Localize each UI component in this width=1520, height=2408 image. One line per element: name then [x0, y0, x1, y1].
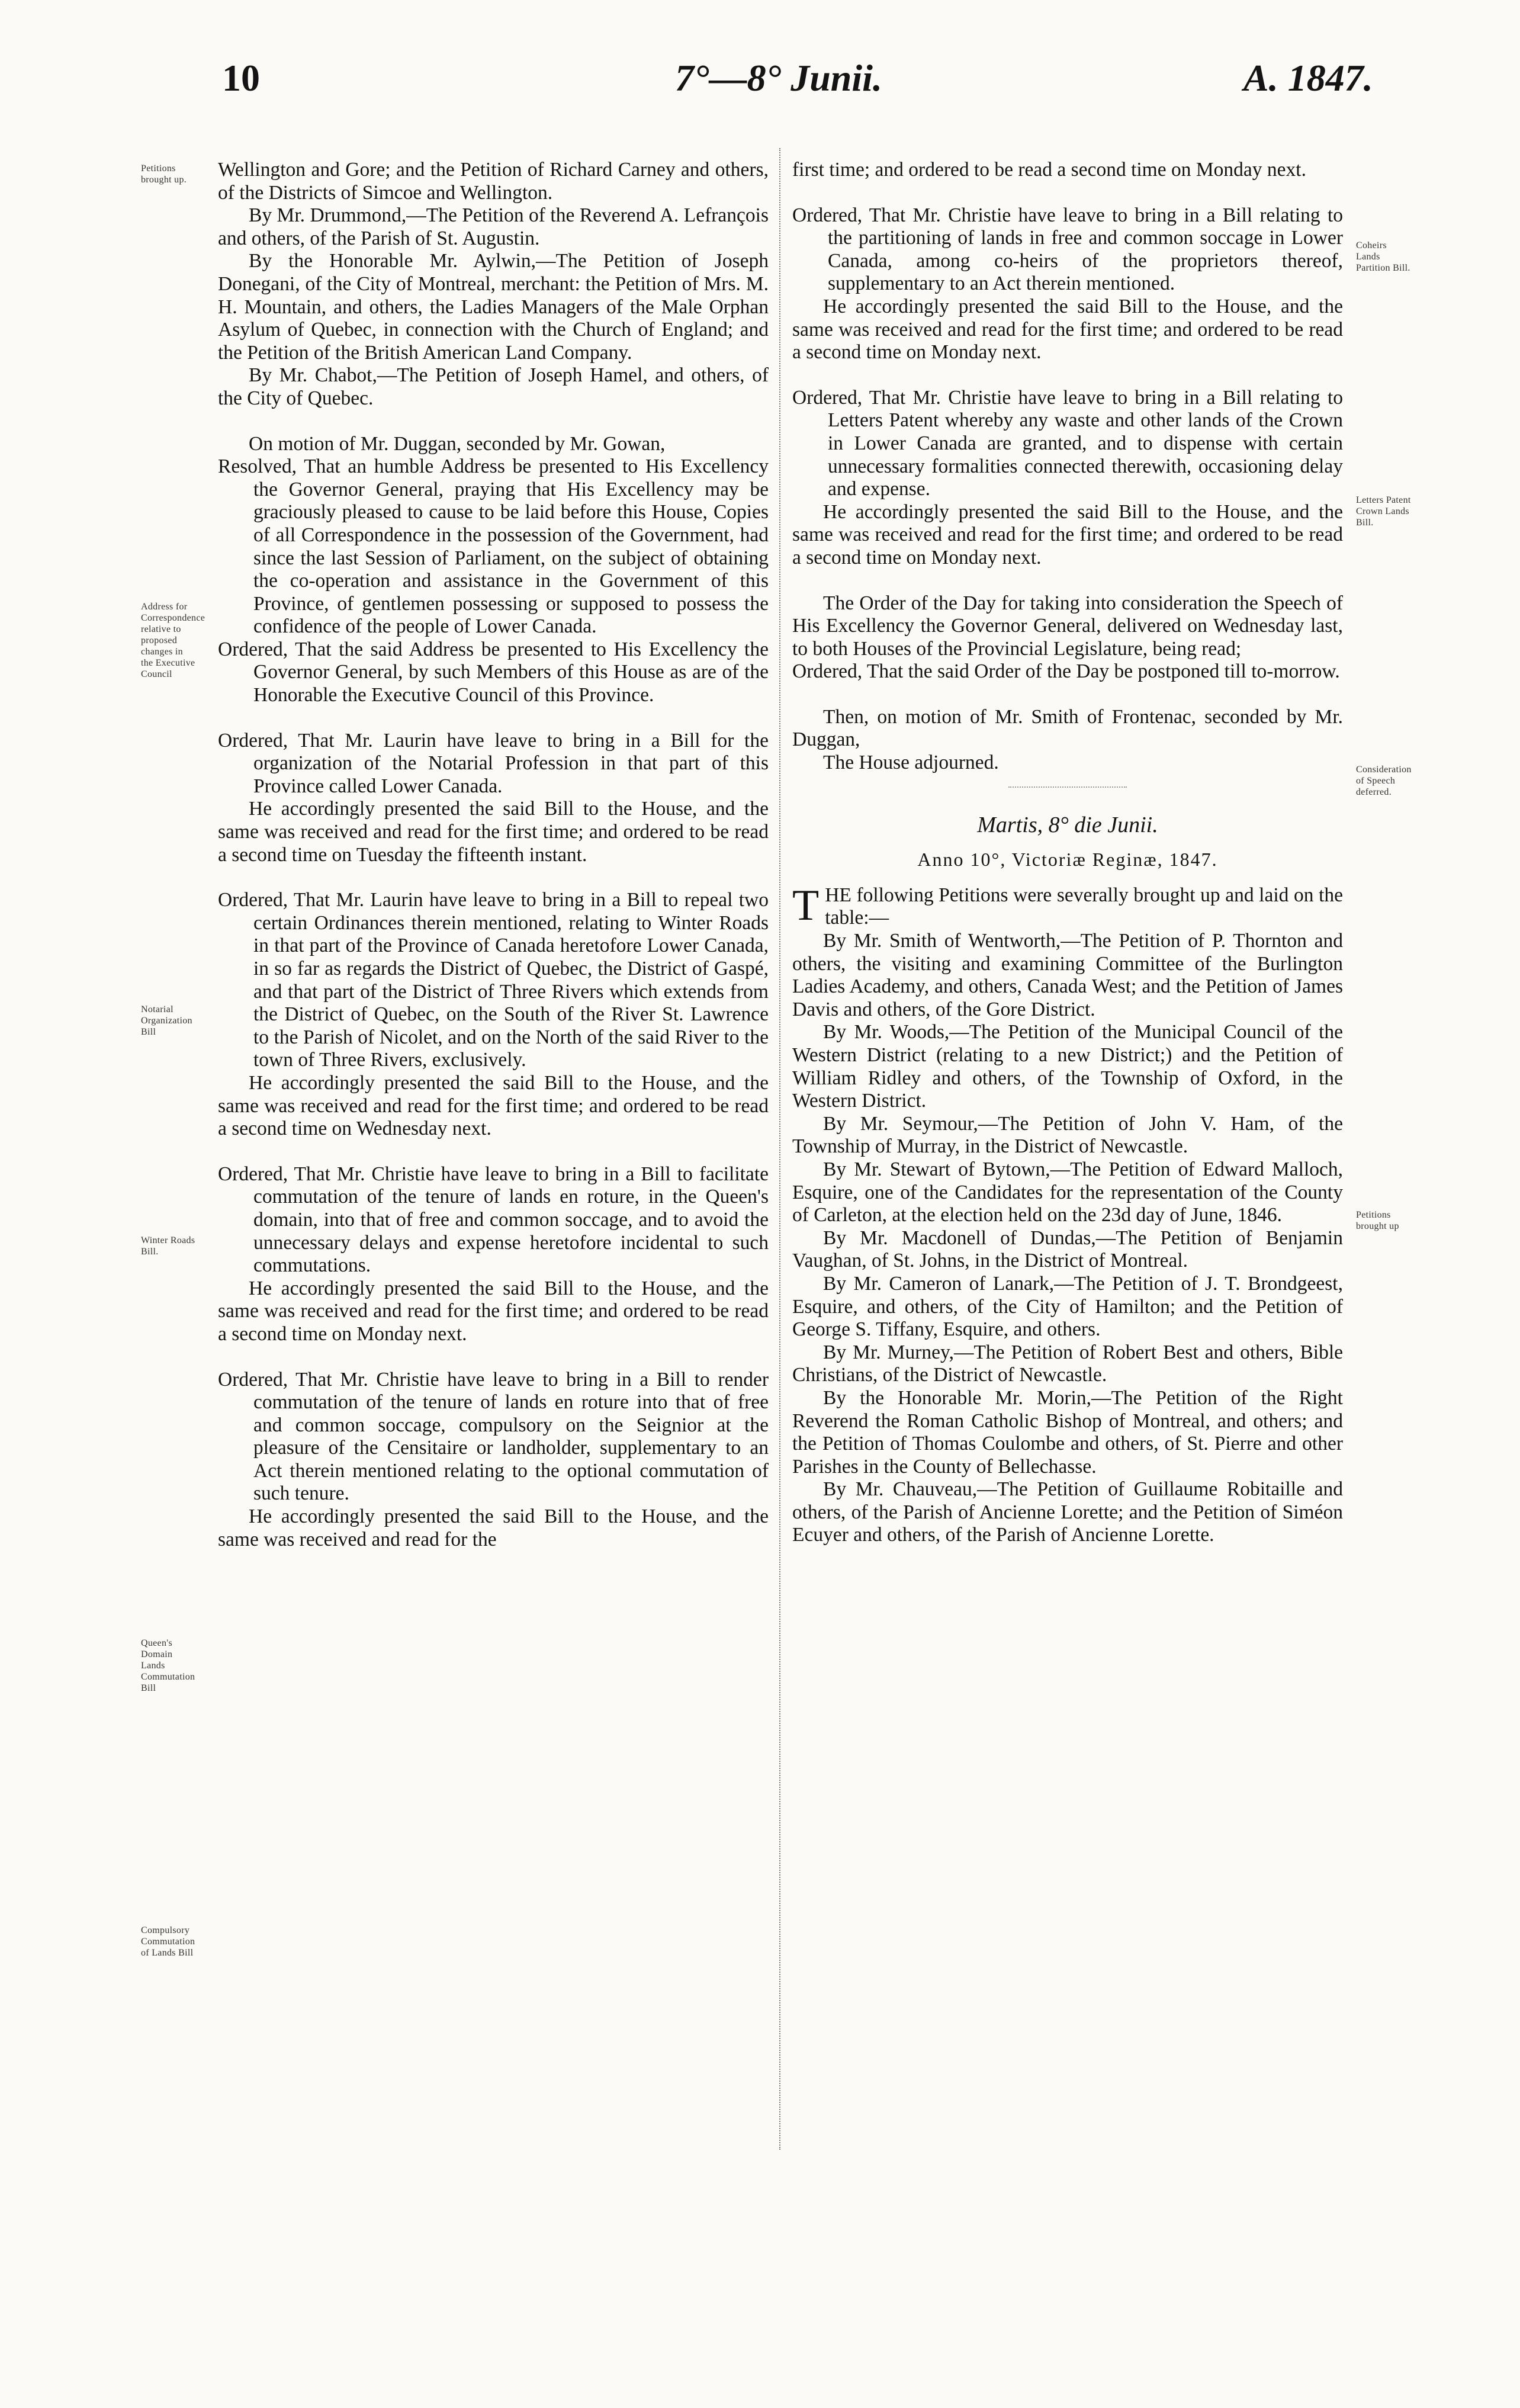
margin-note-winter-roads: Winter Roads Bill.	[141, 1235, 195, 1257]
right-column	[792, 159, 1343, 1547]
page-date: 7°—8° Junii.	[675, 57, 882, 99]
spacer	[218, 707, 769, 730]
spacer	[792, 683, 1343, 706]
paragraph: Ordered, That Mr. Christie have leave to bring in a Bill relating to Letters Patent whereby any waste and other lands of the Crown in Lower Canada are granted, and to dispense with certain unnecessary formalities connected therewith, occasioning delay and expense.	[792, 386, 1343, 500]
margin-note-consideration: Consideration of Speech deferred.	[1356, 765, 1412, 797]
paragraph: By Mr. Macdonell of Dundas,—The Petition of Benjamin Vaughan, of St. Johns, in the District of Montreal.	[792, 1227, 1343, 1272]
margin-note-queens-domain: Queen's Domain Lands Commutation Bill	[141, 1638, 195, 1693]
day-heading: Martis, 8° die Junii.	[977, 812, 1158, 837]
paragraph: By Mr. Seymour,—The Petition of John V. Ham, of the Township of Murray, in the District of Newcastle.	[792, 1112, 1343, 1158]
paragraph: Resolved, That an humble Address be presented to His Excellency the Governor General, praying that His Excellency may be graciously pleased to cause to be laid before this House, Copies of all Correspondence in the possession of the Government, had since the last Session of Parliament, on the subject of obtaining the co-operation and assistance in the Government of this Province, of gentlemen possessing or supposed to possess the confidence of the people of Lower Canada.	[218, 455, 769, 638]
paragraph: Wellington and Gore; and the Petition of Richard Carney and others, of the Districts of Simcoe and Wellington.	[218, 159, 769, 204]
paragraph: By Mr. Chauveau,—The Petition of Guillaume Robitaille and others, of the Parish of Ancienne Lorette; and the Petition of Siméon Ecuyer and others, of the Parish of Ancienne Lorette.	[792, 1478, 1343, 1546]
paragraph: By Mr. Drummond,—The Petition of the Reverend A. Lefrançois and others, of the Parish of St. Augustin.	[218, 204, 769, 249]
paragraph: HE following Petitions were severally brought up and laid on the table:—	[825, 884, 1343, 929]
paragraph: Ordered, That the said Address be presented to His Excellency the Governor General, by such Members of this House as are of the Honorable the Executive Council of this Province.	[218, 638, 769, 707]
spacer	[218, 1346, 769, 1369]
drop-cap: T	[792, 881, 820, 930]
paragraph: By Mr. Stewart of Bytown,—The Petition of Edward Malloch, Esquire, one of the Candidates for the representation of the County of Carleton, at the election held on the 23d day of June, 1846.	[792, 1158, 1343, 1227]
spacer	[792, 364, 1343, 387]
paragraph: By Mr. Chabot,—The Petition of Joseph Hamel, and others, of the City of Quebec.	[218, 364, 769, 409]
margin-note-letters-patent: Letters Patent Crown Lands Bill.	[1356, 495, 1411, 528]
paragraph: He accordingly presented the said Bill to the House, and the same was received and read for the first time; and ordered to be read a second time on Monday next.	[218, 1277, 769, 1345]
paragraph: By Mr. Murney,—The Petition of Robert Best and others, Bible Christians, of the District of Newcastle.	[792, 1341, 1343, 1386]
left-column	[218, 159, 769, 1551]
margin-note-address: Address for Correspondence relative to proposed changes in the Executive Council	[141, 602, 205, 679]
anno-line: Anno 10°, Victoriæ Reginæ, 1847.	[917, 849, 1218, 871]
page-number: 10	[222, 57, 260, 99]
spacer	[218, 1141, 769, 1163]
paragraph: Ordered, That Mr. Laurin have leave to bring in a Bill to repeal two certain Ordinances therein mentioned, relating to Winter Roads in that part of the Province of Canada heretofore Lower Canada, in so far as regards the District of Quebec, the District of Gaspé, and that part of the District of Three Rivers which extends from the District of Quebec, on the South of the River St. Lawrence to the Parish of Nicolet, and on the North of the said River to the town of Three Rivers, exclusively.	[218, 889, 769, 1071]
paragraph: He accordingly presented the said Bill to the House, and the same was received and read for the first time; and ordered to be read a second time on Wednesday next.	[218, 1071, 769, 1140]
paragraph: Then, on motion of Mr. Smith of Frontenac, seconded by Mr. Duggan,	[792, 705, 1343, 751]
paragraph: He accordingly presented the said Bill to the House, and the same was received and read for the	[218, 1505, 769, 1550]
paragraph: By the Honorable Mr. Morin,—The Petition of the Right Reverend the Roman Catholic Bishop of Montreal, and others; and the Petition of Thomas Coulombe and others, of St. Pierre and other Parishes in the County of Bellechasse.	[792, 1386, 1343, 1478]
spacer	[792, 570, 1343, 592]
page-header	[0, 56, 1520, 110]
spacer	[218, 410, 769, 433]
paragraph: By Mr. Cameron of Lanark,—The Petition of J. T. Brondgeest, Esquire, and others, of the City of Hamilton; and the Petition of George S. Tiffany, Esquire, and others.	[792, 1272, 1343, 1341]
paragraph: On motion of Mr. Duggan, seconded by Mr. Gowan,	[249, 432, 666, 455]
paragraph: Ordered, That Mr. Christie have leave to bring in a Bill to render commutation of the tenure of lands en roture into that of free and common soccage, compulsory on the Seignior at the pleasure of the Censitaire or landholder, supplementary to an Act therein mentioned relating to the optional commutation of such tenure.	[218, 1368, 769, 1505]
margin-note-petitions-2: Petitions brought up	[1356, 1210, 1399, 1231]
paragraph: first time; and ordered to be read a second time on Monday next.	[792, 159, 1306, 181]
paragraph: The House adjourned.	[823, 752, 999, 774]
paragraph: Ordered, That Mr. Laurin have leave to bring in a Bill for the organization of the Notarial Profession in that part of this Province called Lower Canada.	[218, 729, 769, 797]
paragraph: Ordered, That Mr. Christie have leave to bring in a Bill relating to the partitioning of lands in free and common soccage in Lower Canada, among co-heirs of the proprietors thereof, supplementary to an Act therein mentioned.	[792, 204, 1343, 295]
paragraph: By Mr. Smith of Wentworth,—The Petition of P. Thornton and others, the visiting and examining Committee of the Burlington Ladies Academy, and others, Canada West; and the Petition of James Davis and others, of the Gore District.	[792, 930, 1343, 1020]
paragraph: The Order of the Day for taking into consideration the Speech of His Excellency the Governor General, delivered on Wednesday last, to both Houses of the Provincial Legislature, being read;	[792, 592, 1343, 660]
paragraph: He accordingly presented the said Bill to the House, and the same was received and read for the first time; and ordered to be read a second time on Monday next.	[792, 500, 1343, 569]
page-year: A. 1847.	[1243, 57, 1373, 99]
separator	[1008, 786, 1127, 788]
column-divider	[779, 148, 780, 2150]
spacer	[218, 866, 769, 889]
paragraph: He accordingly presented the said Bill to the House, and the same was received and read for the first time; and ordered to be read a second time on Tuesday the fifteenth instant.	[218, 798, 769, 866]
margin-note-compulsory: Compulsory Commutation of Lands Bill	[141, 1925, 195, 1958]
paragraph: By Mr. Woods,—The Petition of the Municipal Council of the Western District (relating to a new District;) and the Petition of William Ridley and others, of the Township of Oxford, in the Western District.	[792, 1021, 1343, 1112]
paragraph: Ordered, That Mr. Christie have leave to bring in a Bill to facilitate commutation of the tenure of lands en roture, in the Queen's domain, into that of free and common soccage, and to avoid the unnecessary delays and expense heretofore incidental to such commutations.	[218, 1163, 769, 1277]
paragraph: Ordered, That the said Order of the Day be postponed till to-morrow.	[792, 660, 1340, 683]
paragraph: By the Honorable Mr. Aylwin,—The Petition of Joseph Donegani, of the City of Montreal, merchant: the Petition of Mrs. M. H. Mountain, and others, the Ladies Managers of the Male Orphan Asylum of Quebec, in connection with the Church of England; and the Petition of the British American Land Company.	[218, 250, 769, 364]
spacer	[792, 182, 1343, 204]
margin-note-coheirs: Coheirs Lands Partition Bill.	[1356, 240, 1410, 273]
paragraph: He accordingly presented the said Bill to the House, and the same was received and read for the first time; and ordered to be read a second time on Monday next.	[792, 295, 1343, 364]
margin-note-petitions: Petitions brought up.	[141, 163, 187, 185]
margin-note-notarial: Notarial Organization Bill	[141, 1004, 192, 1037]
